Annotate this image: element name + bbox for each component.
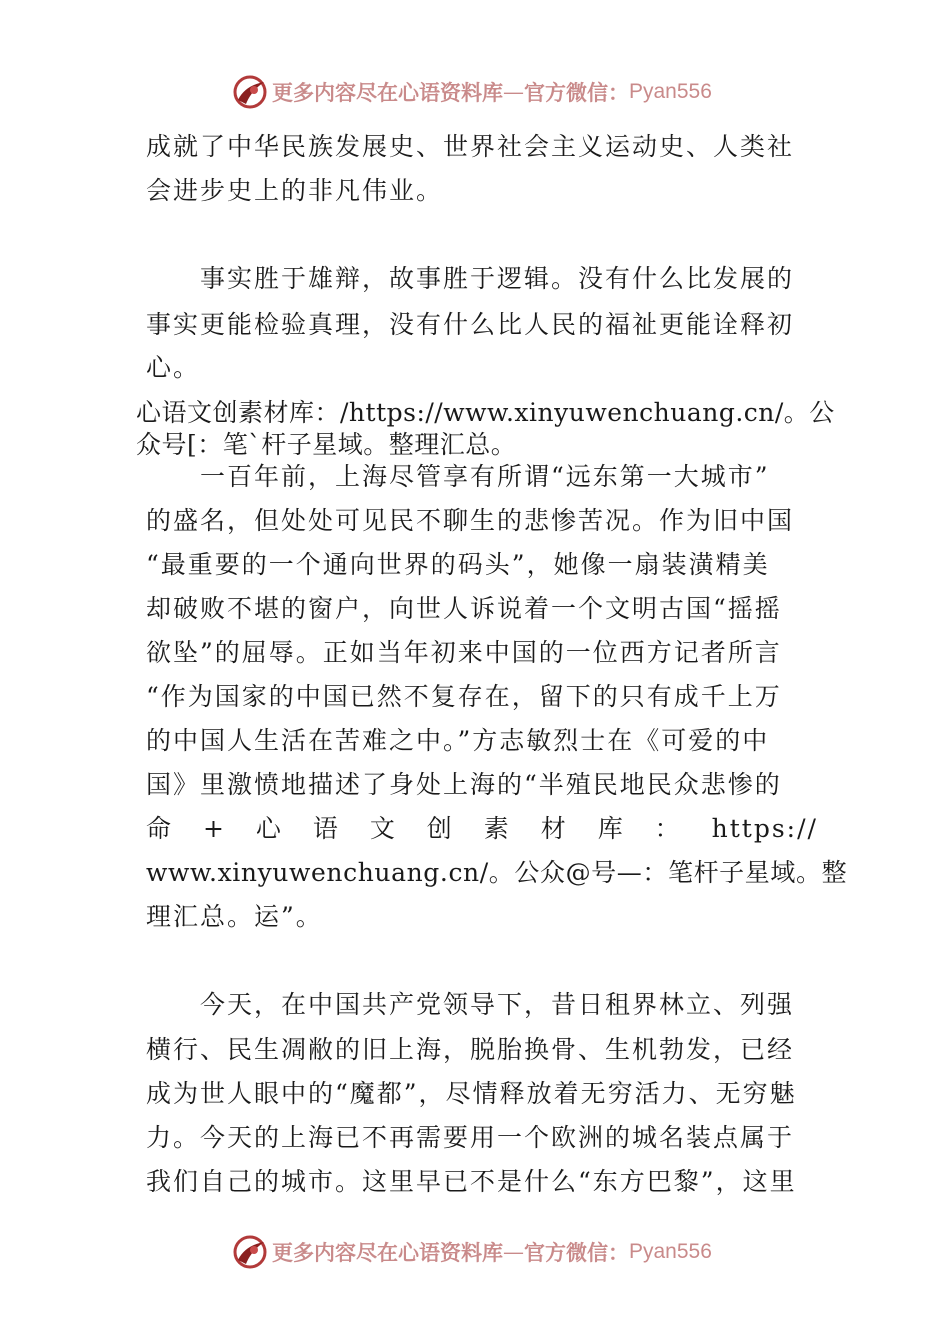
text-line: 事实更能检验真理，没有什么比人民的福祉更能诠释初 xyxy=(146,310,795,339)
text-line: 却破败不堪的窗户，向世人诉说着一个文明古国“摇摇 xyxy=(146,594,782,623)
banner-title: 更多内容尽在心语资料库 xyxy=(272,1240,503,1265)
watermark-line-spread: 命 + 心 语 文 创 素 材 库 ： https:// xyxy=(146,814,818,843)
text-line: 横行、民生凋敝的旧上海，脱胎换骨、生机勃发，已经 xyxy=(146,1035,795,1064)
text-line: “最重要的一个通向世界的码头”，她像一扇装潢精美 xyxy=(146,550,770,579)
banner-title: 更多内容尽在心语资料库 xyxy=(272,80,503,105)
watermark-line: 众号[：笔`杆子星域。整理汇总。 xyxy=(136,430,517,459)
text-line: 的盛名，但处处可见民不聊生的悲惨苦况。作为旧中国 xyxy=(146,506,795,535)
logo-icon xyxy=(232,74,268,110)
text-line: 国》里激愤地描述了身处上海的“半殖民地民众悲惨的 xyxy=(146,770,782,799)
watermark-line: www.xinyuwenchuang.cn/。公众@号—：笔杆子星域。整 xyxy=(146,858,848,887)
text-line: 欲坠”的屈辱。正如当年初来中国的一位西方记者所言 xyxy=(146,638,782,667)
footer-banner xyxy=(232,1232,792,1272)
banner-separator: — xyxy=(503,80,524,104)
text-line: 会进步史上的非凡伟业。 xyxy=(146,176,444,205)
text-line: 心。 xyxy=(146,353,201,382)
text-line: 成为世人眼中的“魔都”，尽情释放着无穷活力、无穷魅 xyxy=(146,1079,797,1108)
text-line: 一百年前，上海尽管享有所谓“远东第一大城市” xyxy=(200,462,770,491)
banner-wechat-id: Pyan556 xyxy=(629,1240,712,1263)
header-banner xyxy=(232,72,792,112)
logo-icon xyxy=(232,1234,268,1270)
text-line: 今天，在中国共产党领导下，昔日租界林立、列强 xyxy=(200,990,795,1019)
text-line: 理汇总。运”。 xyxy=(146,902,323,931)
text-line: 力。今天的上海已不再需要用一个欧洲的城名装点属于 xyxy=(146,1123,795,1152)
text-line: 我们自己的城市。这里早已不是什么“东方巴黎”，这里 xyxy=(146,1167,797,1196)
text-line: 事实胜于雄辩，故事胜于逻辑。没有什么比发展的 xyxy=(200,264,795,293)
text-line: 成就了中华民族发展史、世界社会主义运动史、人类社 xyxy=(146,132,795,161)
text-line: “作为国家的中国已然不复存在，留下的只有成千上万 xyxy=(146,682,782,711)
text-line: 的中国人生活在苦难之中。”方志敏烈士在《可爱的中 xyxy=(146,726,770,755)
banner-separator: — xyxy=(503,1240,524,1264)
banner-wechat-label: 官方微信： xyxy=(524,80,629,105)
banner-wechat-label: 官方微信： xyxy=(524,1240,629,1265)
banner-wechat-id: Pyan556 xyxy=(629,80,712,103)
watermark-line: 心语文创素材库：/https://www.xinyuwenchuang.cn/。公 xyxy=(136,398,835,427)
